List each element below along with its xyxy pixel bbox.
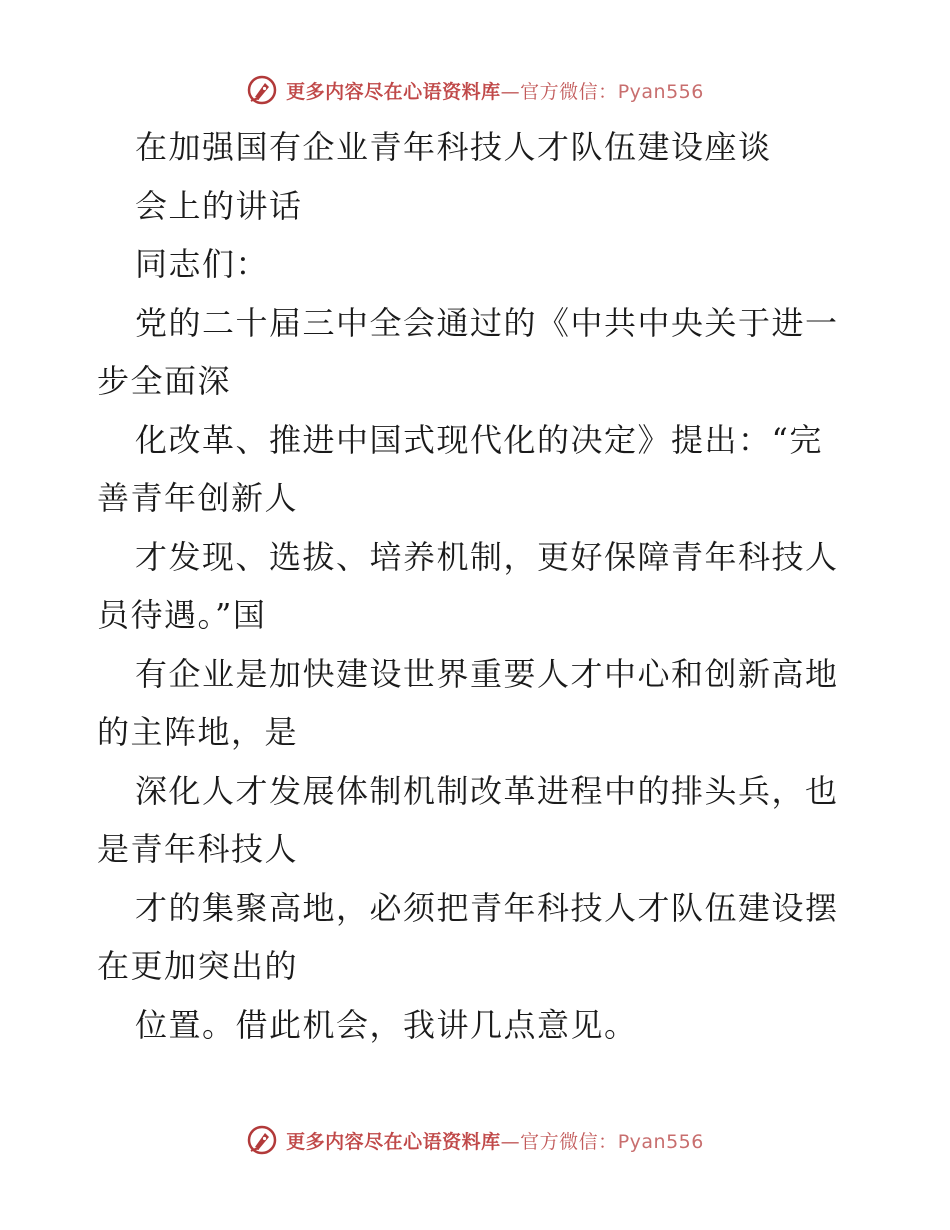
document-body <box>97 118 857 1054</box>
watermark-text <box>286 77 704 104</box>
text-line: 步全面深 <box>97 362 232 400</box>
text-line: 才的集聚高地，必须把青年科技人才队伍建设摆 <box>135 888 839 927</box>
pen-nib-logo-icon <box>246 1124 278 1156</box>
text-line: 在更加突出的 <box>97 947 299 985</box>
text-line: 是青年科技人 <box>97 830 299 868</box>
watermark-handle: Pyan556 <box>617 1130 704 1153</box>
text-line: 会上的讲话 <box>135 186 303 225</box>
text-line: 深化人才发展体制机制改革进程中的排头兵，也 <box>135 771 839 810</box>
watermark-brand: 更多内容尽在心语资料库 <box>286 80 501 103</box>
text-line: 在加强国有企业青年科技人才队伍建设座谈 <box>135 128 772 166</box>
text-line: 有企业是加快建设世界重要人才中心和创新高地 <box>135 654 839 693</box>
footer-watermark <box>0 1122 950 1158</box>
watermark-brand: 更多内容尽在心语资料库 <box>286 1130 501 1153</box>
pen-nib-logo-icon <box>246 74 278 106</box>
watermark-text <box>286 1127 704 1154</box>
watermark-label: 官方微信： <box>520 80 618 103</box>
watermark-handle: Pyan556 <box>617 80 704 103</box>
text-line: 善青年创新人 <box>97 479 299 517</box>
header-watermark <box>0 72 950 108</box>
watermark-separator: — <box>500 1130 521 1153</box>
watermark-separator: — <box>500 80 521 103</box>
text-line: 员待遇。”国 <box>97 596 267 634</box>
watermark-label: 官方微信： <box>520 1130 618 1153</box>
text-line: 同志们： <box>135 245 270 283</box>
text-line: 位置。借此机会，我讲几点意见。 <box>135 1005 638 1044</box>
text-line: 才发现、选拔、培养机制，更好保障青年科技人 <box>135 537 839 576</box>
text-line: 化改革、推进中国式现代化的决定》提出：“完 <box>135 420 823 459</box>
text-line: 党的二十届三中全会通过的《中共中央关于进一 <box>135 303 839 342</box>
text-line: 的主阵地，是 <box>97 713 299 751</box>
